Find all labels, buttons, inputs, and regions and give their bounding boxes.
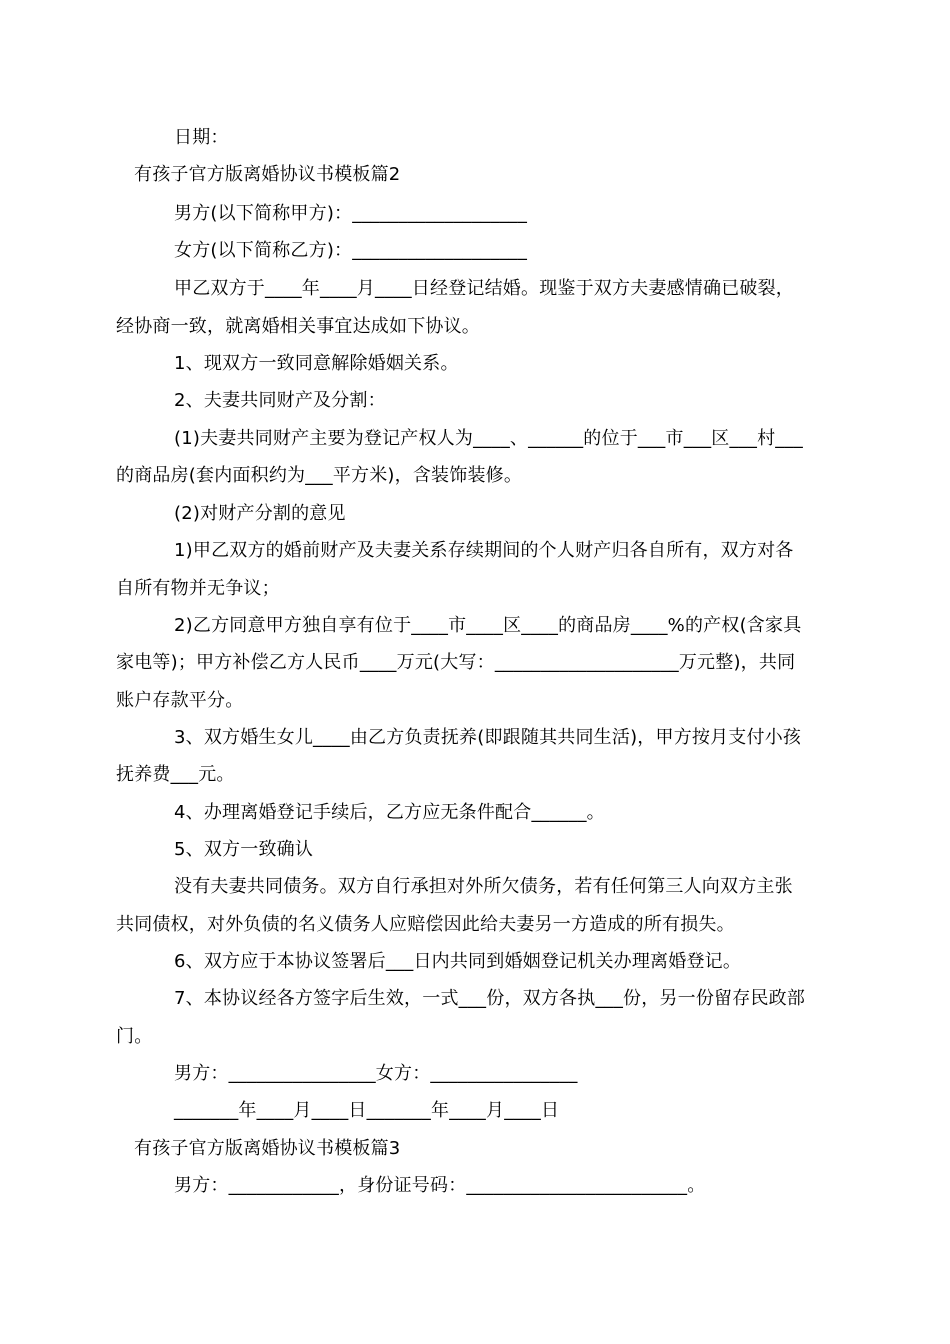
paragraph-line: 1)甲乙双方的婚前财产及夫妻关系存续期间的个人财产归各自所有，双方对各 bbox=[174, 540, 794, 561]
paragraph-line: 共同债权，对外负债的名义债务人应赔偿因此给夫妻另一方造成的所有损失。 bbox=[116, 914, 735, 935]
clause-7: 7、本协议经各方签字后生效，一式___份，双方各执___份，另一份留存民政部 bbox=[174, 988, 806, 1009]
paragraph-line: 的商品房(套内面积约为___平方米)，含装饰装修。 bbox=[116, 465, 523, 486]
paragraph-line: 家电等)；甲方补偿乙方人民币____万元(大写：____________________万元整)，共同 bbox=[116, 652, 796, 673]
section-heading: 有孩子官方版离婚协议书模板篇3 bbox=[134, 1138, 401, 1159]
party-a-line: 男方(以下简称甲方)：___________________ bbox=[174, 203, 528, 224]
party-b-line: 女方(以下简称乙方)：___________________ bbox=[174, 240, 528, 261]
paragraph-line: 2)乙方同意甲方独自享有位于____市____区____的商品房____%的产权(含家具 bbox=[174, 615, 802, 636]
paragraph-line: 没有夫妻共同债务。双方自行承担对外所欠债务，若有任何第三人向双方主张 bbox=[174, 876, 793, 897]
clause-5: 5、双方一致确认 bbox=[174, 839, 314, 860]
paragraph-line: 门。 bbox=[116, 1026, 153, 1047]
signature-line: 男方：________________女方：________________ bbox=[174, 1063, 578, 1084]
paragraph-line: (1)夫妻共同财产主要为登记产权人为____、______的位于___市___区___村___ bbox=[174, 428, 803, 449]
paragraph-line: 账户存款平分。 bbox=[116, 690, 244, 711]
paragraph-line: 甲乙双方于____年____月____日经登记结婚。现鉴于双方夫妻感情确已破裂， bbox=[174, 278, 794, 299]
clause-2: 2、夫妻共同财产及分割： bbox=[174, 390, 386, 411]
paragraph-line: 经协商一致，就离婚相关事宜达成如下协议。 bbox=[116, 316, 480, 337]
date-label: 日期： bbox=[174, 127, 229, 148]
signature-date-line: _______年____月____日_______年____月____日 bbox=[174, 1100, 560, 1121]
clause-6: 6、双方应于本协议签署后___日内共同到婚姻登记机关办理离婚登记。 bbox=[174, 951, 742, 972]
clause-1: 1、现双方一致同意解除婚姻关系。 bbox=[174, 353, 459, 374]
paragraph-line: 抚养费___元。 bbox=[116, 764, 235, 785]
paragraph-line: 自所有物并无争议； bbox=[116, 578, 280, 599]
clause-4: 4、办理离婚登记手续后，乙方应无条件配合______。 bbox=[174, 802, 605, 823]
party-a-id-line: 男方：____________，身份证号码：________________________。 bbox=[174, 1175, 706, 1196]
section-heading: 有孩子官方版离婚协议书模板篇2 bbox=[134, 164, 401, 185]
clause-3: 3、双方婚生女儿____由乙方负责抚养(即跟随其共同生活)，甲方按月支付小孩 bbox=[174, 727, 802, 748]
sub-clause: (2)对财产分割的意见 bbox=[174, 503, 346, 524]
